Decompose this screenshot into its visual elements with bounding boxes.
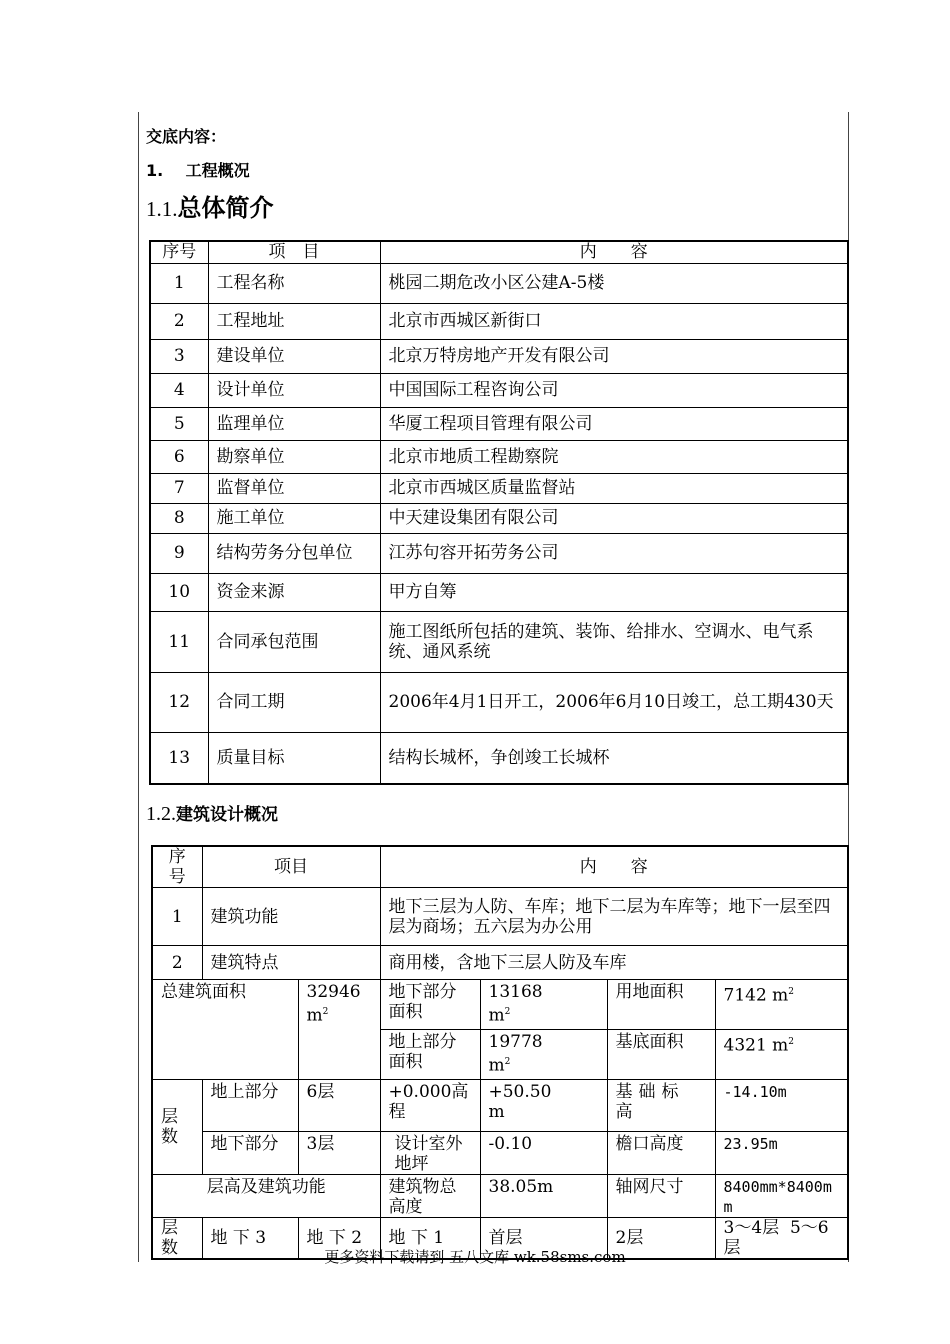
outdoor-label: 设计室外地坪 (380, 1132, 480, 1175)
row-no: 9 (150, 533, 208, 573)
row-no: 12 (150, 672, 208, 732)
floor-level-b2: 地 下 2 (298, 1218, 380, 1260)
above-area-number: 19778 (488, 1032, 543, 1052)
under-area-label: 地下部分面积 (380, 980, 480, 1030)
section-1-title: 工程概况 (185, 161, 250, 180)
row-item: 资金来源 (208, 573, 380, 611)
section-1-2-heading (146, 800, 278, 826)
row-no: 7 (150, 473, 208, 503)
outdoor-value: -0.10 (480, 1132, 607, 1175)
elevation-label: +0.000高程 (380, 1080, 480, 1132)
row-no: 4 (150, 373, 208, 407)
under-area-sup: 2 (504, 1007, 511, 1017)
above-area-sup: 2 (504, 1057, 511, 1067)
row-content: 北京市西城区质量监督站 (380, 473, 848, 503)
section-1-heading (146, 158, 250, 181)
row-no: 13 (150, 732, 208, 784)
row-no: 3 (150, 339, 208, 373)
row-content: 北京市地质工程勘察院 (380, 440, 848, 473)
row-item: 设计单位 (208, 373, 380, 407)
base-area-label: 基底面积 (607, 1030, 715, 1080)
base-area-value (715, 1030, 848, 1080)
table-row (150, 303, 848, 339)
row-content: 结构长城杯，争创竣工长城杯 (380, 732, 848, 784)
row-content: 中国国际工程咨询公司 (380, 373, 848, 407)
elevation-number: +50.50 (488, 1082, 552, 1102)
section-1-1-title: 总体简介 (177, 194, 274, 222)
height-row (152, 1175, 848, 1218)
floor-level-5-6f: 5～6层 (723, 1218, 829, 1258)
grid-value: 8400mm*8400mm (715, 1175, 848, 1218)
land-area-number: 7142 m (723, 985, 789, 1006)
row-item: 监督单位 (208, 473, 380, 503)
left-margin-line (138, 112, 139, 1262)
grid-label: 轴网尺寸 (607, 1175, 715, 1218)
table-header-row (150, 241, 848, 263)
table-row (150, 339, 848, 373)
row-content: 华厦工程项目管理有限公司 (380, 407, 848, 440)
above-area-value (480, 1030, 607, 1080)
total-area-sup: 2 (322, 1007, 329, 1017)
above-part-label: 地上部分 (202, 1080, 298, 1132)
row-content: 商用楼，含地下三层人防及车库 (380, 946, 848, 980)
row-content: 中天建设集团有限公司 (380, 503, 848, 533)
row-item: 建筑特点 (202, 946, 380, 980)
design-table (151, 845, 849, 1260)
floors-row-2 (152, 1132, 848, 1175)
row-no: 8 (150, 503, 208, 533)
table-row (150, 672, 848, 732)
row-item: 勘察单位 (208, 440, 380, 473)
above-area-unit: m (488, 1055, 505, 1076)
row-content: 地下三层为人防、车库；地下二层为车库等；地下一层至四层为商场；五六层为办公用 (380, 888, 848, 946)
row-item: 监理单位 (208, 407, 380, 440)
row-content: 施工图纸所包括的建筑、装饰、给排水、空调水、电气系统、通风系统 (380, 611, 848, 672)
table-row (150, 611, 848, 672)
elevation-value (480, 1080, 607, 1132)
total-height-label: 建筑物总高度 (380, 1175, 480, 1218)
row-item: 结构劳务分包单位 (208, 533, 380, 573)
table-row (150, 407, 848, 440)
under-area-value (480, 980, 607, 1030)
total-height-value: 38.05m (480, 1175, 607, 1218)
land-area-label: 用地面积 (607, 980, 715, 1030)
row-content: 甲方自筹 (380, 573, 848, 611)
row-content: 北京万特房地产开发有限公司 (380, 339, 848, 373)
table-row (152, 888, 848, 946)
above-area-label: 地上部分面积 (380, 1030, 480, 1080)
section-1-1-number: 1.1. (146, 197, 178, 221)
row-item: 合同工期 (208, 672, 380, 732)
header-item: 项 目 (208, 241, 380, 263)
total-area-label: 总建筑面积 (152, 980, 298, 1080)
floor-level-3-4f-text: 3～4层 (723, 1218, 780, 1238)
row-content: 桃园二期危改小区公建A-5楼 (380, 263, 848, 303)
under-area-unit: m (488, 1005, 505, 1026)
under-area-number: 13168 (488, 982, 543, 1002)
land-area-sup: 2 (788, 987, 795, 997)
table-row (152, 946, 848, 980)
section-1-2-title: 建筑设计概况 (176, 805, 278, 825)
row-no: 2 (152, 946, 202, 980)
table-row (150, 473, 848, 503)
eave-value: 23.95m (715, 1132, 848, 1175)
table-row (150, 440, 848, 473)
section-1-1-heading (146, 188, 274, 223)
foundation-value: -14.10m (715, 1080, 848, 1132)
total-area-unit: m (306, 1005, 323, 1026)
table-row (150, 533, 848, 573)
table-row (150, 373, 848, 407)
floor-level-1f: 首层 (480, 1218, 607, 1260)
row-item: 质量目标 (208, 732, 380, 784)
floor-level-label: 层数 (152, 1218, 202, 1260)
header-no: 序号 (152, 846, 202, 888)
section-1-2-number: 1.2. (146, 803, 176, 825)
floor-level-2f: 2层 (607, 1218, 715, 1260)
floors-row-1 (152, 1080, 848, 1132)
footer-text: 更多资料下载请到 五八文库 wk.58sms.com (324, 1248, 626, 1266)
table-header-row (152, 846, 848, 888)
under-floors: 3层 (298, 1132, 380, 1175)
eave-label: 檐口高度 (607, 1132, 715, 1175)
row-content: 2006年4月1日开工，2006年6月10日竣工，总工期430天 (380, 672, 848, 732)
table-row (150, 263, 848, 303)
land-area-value (715, 980, 848, 1030)
row-no: 2 (150, 303, 208, 339)
row-item: 工程名称 (208, 263, 380, 303)
above-floors: 6层 (298, 1080, 380, 1132)
row-content: 江苏句容开拓劳务公司 (380, 533, 848, 573)
area-row-1 (152, 980, 848, 1030)
intro-heading: 交底内容： (146, 127, 227, 146)
total-area-number: 32946 (306, 982, 361, 1002)
header-item: 项目 (202, 846, 380, 888)
base-area-sup: 2 (788, 1037, 795, 1047)
floors-label: 层数 (152, 1080, 202, 1175)
total-area-value (298, 980, 380, 1080)
table-row (150, 573, 848, 611)
row-no: 10 (150, 573, 208, 611)
row-item: 工程地址 (208, 303, 380, 339)
row-item: 建设单位 (208, 339, 380, 373)
elevation-unit: m (488, 1102, 505, 1122)
row-no: 1 (152, 888, 202, 946)
foundation-label: 基础标高 (607, 1080, 715, 1132)
row-no: 11 (150, 611, 208, 672)
row-no: 1 (150, 263, 208, 303)
section-1-number: 1. (146, 161, 164, 180)
overview-table (149, 240, 849, 785)
row-item: 合同承包范围 (208, 611, 380, 672)
under-part-label: 地下部分 (202, 1132, 298, 1175)
row-item: 施工单位 (208, 503, 380, 533)
header-content: 内 容 (380, 846, 848, 888)
row-content: 北京市西城区新街口 (380, 303, 848, 339)
row-no: 5 (150, 407, 208, 440)
height-func-label: 层高及建筑功能 (152, 1175, 380, 1218)
table-row (150, 732, 848, 784)
row-item: 建筑功能 (202, 888, 380, 946)
header-no: 序号 (150, 241, 208, 263)
floor-level-b3: 地 下 3 (202, 1218, 298, 1260)
floor-level-b1: 地 下 1 (380, 1218, 480, 1260)
base-area-number: 4321 m (723, 1035, 789, 1056)
row-no: 6 (150, 440, 208, 473)
table-row (150, 503, 848, 533)
header-content: 内 容 (380, 241, 848, 263)
